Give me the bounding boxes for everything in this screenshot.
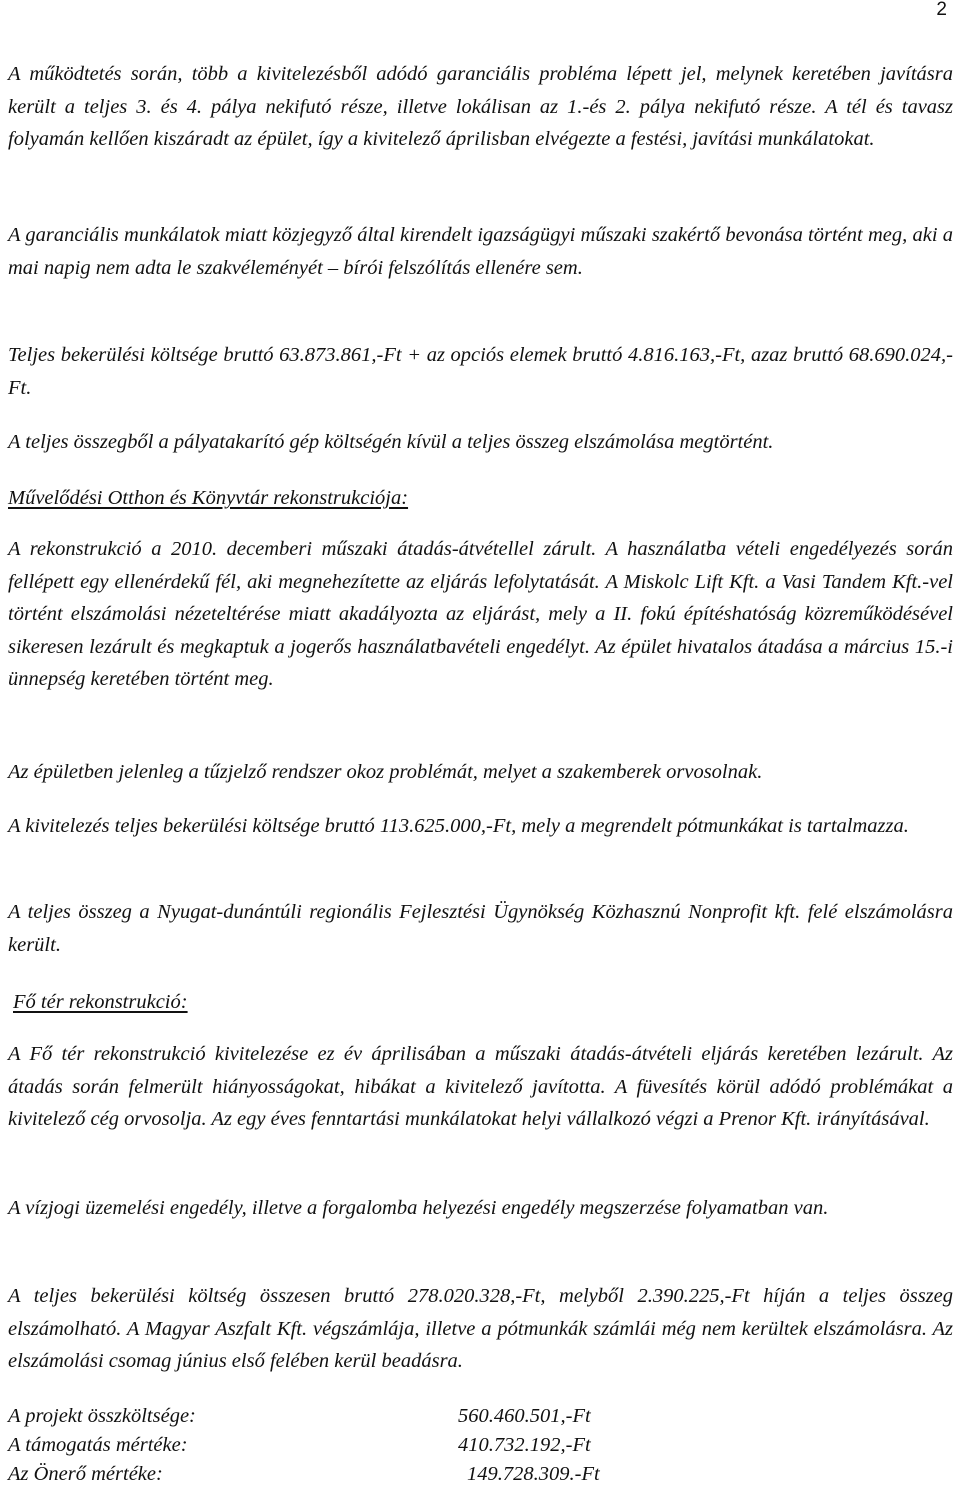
summary-value: 560.460.501,-Ft: [458, 1405, 591, 1427]
paragraph-reconstruction-completed: A rekonstrukció a 2010. decemberi műszaki átadás-átvétellel zárult. A használatba vételi engedélyezés során fellépett egy ellenérdekű fél, aki megnehezítette az eljárás lefolytatását. A Miskolc Lift Kft. a Vasi Tandem Kft.-vel történt elszámolási nézeteltérése miatt akadályozta az eljárást, mely a II. fokú építéshatóság közreműködésével sikeresen lezárult és megkaptuk a jogerős használatbavételi engedélyt. Az épület hivatalos átadása a március 15.-i ünnepség keretében történt meg.: [8, 538, 953, 690]
paragraph-regional-agency: A teljes összeg a Nyugat-dunántúli regionális Fejlesztési Ügynökség Közhasznú Nonprofit kft. felé elszámolásra került.: [8, 901, 953, 956]
paragraph-main-square-handover: A Fő tér rekonstrukció kivitelezése ez év áprilisában a műszaki átadás-átvételi eljárás keretében lezárult. Az átadás során felmerült hiányosságokat, hibákat a kivitelező javította. A füvesítés körül adódó problémákat a kivitelező cég orvosolja. Az egy éves fenntartási munkálatokat helyi vállalkozó végzi a Prenor Kft. irányításával.: [8, 1043, 953, 1130]
page-number: 2: [936, 0, 947, 20]
summary-label: A projekt összköltsége:: [8, 1405, 196, 1427]
summary-value: 410.732.192,-Ft: [458, 1434, 591, 1456]
summary-label: A támogatás mértéke:: [8, 1434, 188, 1456]
summary-row-own-contribution: [8, 1460, 953, 1489]
cost-summary: [8, 1402, 953, 1489]
document-page: [8, 0, 953, 1486]
paragraph-warranty-issues: A működtetés során, több a kivitelezésből adódó garanciális probléma lépett jel, melynek keretében javításra került a teljes 3. és 4. pálya nekifutó része, illetve lokálisan az 1.-és 2. pálya nekifutó része. A tél és tavasz folyamán kellően kiszáradt az épület, így a kivitelező áprilisban elvégezte a festési, javítási munkálatokat.: [8, 63, 953, 150]
section-heading-cultural-center: Művelődési Otthon és Könyvtár rekonstrukciója:: [8, 487, 409, 509]
paragraph-settlement-status: A teljes összegből a pályatakarító gép költségén kívül a teljes összeg elszámolása megtörtént.: [8, 431, 774, 453]
summary-row-grant-amount: [8, 1431, 953, 1460]
summary-label: Az Önerő mértéke:: [8, 1463, 163, 1485]
paragraph-expert-review: A garanciális munkálatok miatt közjegyző által kirendelt igazságügyi műszaki szakértő bevonása történt meg, aki a mai napig nem adta le szakvéleményét – bírói felszólítás ellenére sem.: [8, 224, 953, 279]
paragraph-construction-cost: A kivitelezés teljes bekerülési költsége bruttó 113.625.000,-Ft, mely a megrendelt pótmunkákat is tartalmazza.: [8, 815, 909, 837]
summary-value: 149.728.309.-Ft: [467, 1463, 600, 1485]
paragraph-fire-alarm: Az épületben jelenleg a tűzjelző rendszer okoz problémát, melyet a szakemberek orvosolnak.: [8, 761, 763, 783]
paragraph-main-square-cost: A teljes bekerülési költség összesen bruttó 278.020.328,-Ft, melyből 2.390.225,-Ft híján a teljes összeg elszámolható. A Magyar Aszfalt Kft. végszámlája, illetve a pótmunkák számlái még nem kerültek elszámolásra. Az elszámolási csomag június első felében kerül beadásra.: [8, 1285, 953, 1372]
paragraph-total-cost-sports: Teljes bekerülési költsége bruttó 63.873.861,-Ft + az opciós elemek bruttó 4.816.163,-Ft, azaz bruttó 68.690.024,-Ft.: [8, 344, 953, 399]
section-heading-main-square: Fő tér rekonstrukció:: [13, 991, 188, 1013]
summary-row-project-cost: [8, 1402, 953, 1431]
paragraph-water-permit: A vízjogi üzemelési engedély, illetve a forgalomba helyezési engedély megszerzése folyamatban van.: [8, 1197, 829, 1219]
